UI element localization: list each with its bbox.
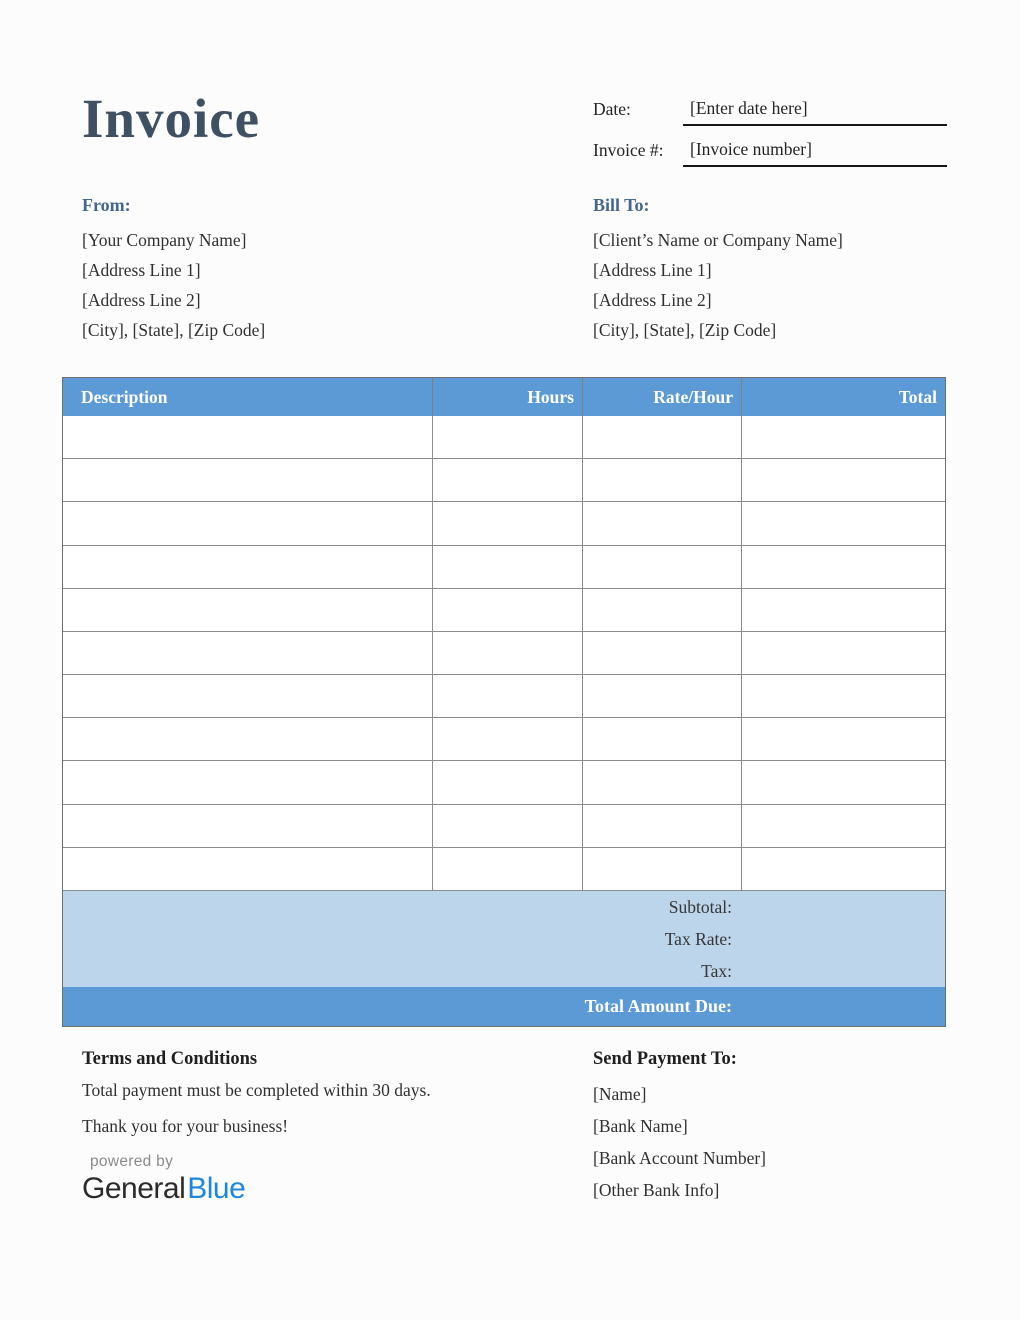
invoice-meta xyxy=(593,96,947,178)
line-item-cell[interactable] xyxy=(433,502,583,545)
total-amount-due-label: Total Amount Due: xyxy=(63,987,945,1026)
line-item-cell[interactable] xyxy=(583,848,742,891)
terms-heading: Terms and Conditions xyxy=(82,1049,258,1069)
line-item-cell[interactable] xyxy=(433,718,583,761)
line-item-cell[interactable] xyxy=(433,761,583,804)
column-header-description: Description xyxy=(63,378,433,416)
line-item-cell[interactable] xyxy=(433,805,583,848)
line-item-cell[interactable] xyxy=(583,805,742,848)
invoice-table-body xyxy=(63,416,945,891)
line-item-cell[interactable] xyxy=(433,546,583,589)
powered-by-text: powered by xyxy=(90,1153,174,1170)
from-city-state-zip[interactable]: [City], [State], [Zip Code] xyxy=(82,320,266,340)
line-item-cell[interactable] xyxy=(63,416,433,459)
general-blue-logo xyxy=(82,1152,245,1205)
date-input[interactable]: [Enter date here] xyxy=(683,96,947,126)
send-payment-block xyxy=(593,1048,973,1206)
line-item-cell[interactable] xyxy=(742,632,945,675)
line-item-cell[interactable] xyxy=(63,589,433,632)
payment-name[interactable]: [Name] xyxy=(593,1084,647,1104)
date-label: Date: xyxy=(593,99,631,119)
line-item-cell[interactable] xyxy=(63,632,433,675)
line-item-cell[interactable] xyxy=(63,675,433,718)
line-item-cell[interactable] xyxy=(63,718,433,761)
line-item-cell[interactable] xyxy=(433,848,583,891)
summary-band xyxy=(63,891,945,987)
line-item-cell[interactable] xyxy=(742,761,945,804)
line-item-cell[interactable] xyxy=(742,502,945,545)
line-item-cell[interactable] xyxy=(433,632,583,675)
date-field xyxy=(593,96,947,126)
terms-line-payment-window: Total payment must be completed within 30 days. xyxy=(82,1080,431,1100)
bill-to-address-line-2[interactable]: [Address Line 2] xyxy=(593,290,712,310)
column-header-total: Total xyxy=(898,386,937,407)
invoice-number-field xyxy=(593,137,947,167)
line-item-cell[interactable] xyxy=(433,416,583,459)
bill-to-block xyxy=(593,194,1020,345)
column-header-hours: Hours xyxy=(433,378,583,416)
tax-label: Tax: xyxy=(701,961,732,981)
page-title: Invoice xyxy=(82,88,261,149)
column-header-rate-per-hour: Rate/Hour xyxy=(583,378,742,416)
line-item-cell[interactable] xyxy=(742,546,945,589)
line-item-cell[interactable] xyxy=(583,459,742,502)
line-item-cell[interactable] xyxy=(63,502,433,545)
invoice-table-header xyxy=(63,378,945,416)
payment-other-bank-info[interactable]: [Other Bank Info] xyxy=(593,1180,720,1200)
line-item-cell[interactable] xyxy=(63,546,433,589)
bill-to-city-state-zip[interactable]: [City], [State], [Zip Code] xyxy=(593,320,777,340)
line-item-cell[interactable] xyxy=(63,459,433,502)
brand-blue-text: Blue xyxy=(187,1172,246,1205)
brand-wordmark xyxy=(82,1172,245,1205)
terms-line-thank-you: Thank you for your business! xyxy=(82,1116,289,1136)
line-item-cell[interactable] xyxy=(583,632,742,675)
tax-rate-label: Tax Rate: xyxy=(664,929,732,949)
invoice-number-label: Invoice #: xyxy=(593,140,664,160)
line-item-cell[interactable] xyxy=(742,675,945,718)
subtotal-label: Subtotal: xyxy=(668,897,732,917)
line-item-cell[interactable] xyxy=(583,416,742,459)
line-item-cell[interactable] xyxy=(742,718,945,761)
bill-to-client-name[interactable]: [Client’s Name or Company Name] xyxy=(593,230,843,250)
line-item-cell[interactable] xyxy=(583,718,742,761)
line-item-cell[interactable] xyxy=(583,761,742,804)
line-item-cell[interactable] xyxy=(433,675,583,718)
brand-general-text: General xyxy=(82,1172,186,1205)
line-item-cell[interactable] xyxy=(742,805,945,848)
payment-bank-name[interactable]: [Bank Name] xyxy=(593,1116,688,1136)
terms-block xyxy=(82,1048,552,1150)
invoice-number-input[interactable]: [Invoice number] xyxy=(683,137,947,167)
line-item-cell[interactable] xyxy=(583,546,742,589)
send-payment-heading: Send Payment To: xyxy=(593,1049,737,1069)
line-item-cell[interactable] xyxy=(742,459,945,502)
line-item-cell[interactable] xyxy=(433,589,583,632)
from-block xyxy=(82,194,552,345)
line-item-cell[interactable] xyxy=(742,848,945,891)
line-item-cell[interactable] xyxy=(433,459,583,502)
line-item-cell[interactable] xyxy=(63,761,433,804)
line-item-cell[interactable] xyxy=(742,416,945,459)
bill-to-heading: Bill To: xyxy=(593,195,650,215)
from-heading: From: xyxy=(82,195,131,215)
line-item-cell[interactable] xyxy=(583,589,742,632)
bill-to-address-line-1[interactable]: [Address Line 1] xyxy=(593,260,712,280)
line-item-cell[interactable] xyxy=(63,848,433,891)
from-address-line-1[interactable]: [Address Line 1] xyxy=(82,260,201,280)
payment-bank-account-number[interactable]: [Bank Account Number] xyxy=(593,1148,767,1168)
line-item-cell[interactable] xyxy=(742,589,945,632)
line-item-cell[interactable] xyxy=(583,502,742,545)
from-company-name[interactable]: [Your Company Name] xyxy=(82,230,247,250)
line-item-cell[interactable] xyxy=(583,675,742,718)
from-address-line-2[interactable]: [Address Line 2] xyxy=(82,290,201,310)
invoice-table xyxy=(62,377,946,1027)
line-item-cell[interactable] xyxy=(63,805,433,848)
